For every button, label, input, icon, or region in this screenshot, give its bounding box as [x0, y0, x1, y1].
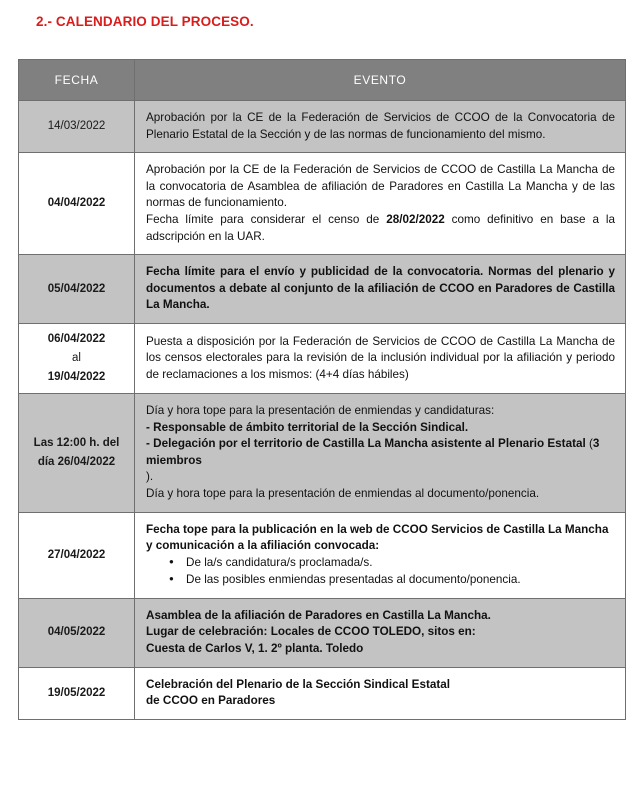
event-line: de CCOO en Paradores [146, 694, 276, 708]
event-text: Puesta a disposición por la Federación de Servicios de CCOO de Castilla La Mancha de los censos electorales para la revisión de la inclusión individual por la afiliación y periodo de reclamaciones a los mismos: (4+4 días hábiles) [146, 334, 615, 381]
date-value: 05/04/2022 [47, 282, 106, 295]
table-row [19, 512, 626, 598]
event-emphasis-date: 28/02/2022 [386, 213, 445, 227]
date-value: 04/04/2022 [47, 197, 106, 210]
date-value: 27/04/2022 [47, 548, 106, 561]
column-header-fecha: FECHA [19, 60, 135, 101]
list-item: ● De las posibles enmiendas presentadas al documento/ponencia. [186, 572, 615, 589]
event-line: Día y hora tope para la presentación de enmiendas al documento/ponencia. [146, 487, 540, 501]
page-title: 2.- CALENDARIO DEL PROCESO. [36, 14, 254, 29]
cell-date [19, 324, 135, 394]
table-row [19, 667, 626, 719]
date-value-end: 19/04/2022 [47, 371, 106, 384]
cell-event [135, 667, 626, 719]
event-text: Aprobación por la CE de la Federación de Servicios de CCOO de la Convocatoria de Plenario Estatal de la Sección y de las normas de funcionamiento del mismo. [146, 111, 615, 141]
event-line-part: ). [146, 470, 154, 484]
cell-event [135, 255, 626, 324]
event-line-part: ( [585, 437, 593, 451]
cell-event [135, 324, 626, 394]
cell-event [135, 153, 626, 255]
date-value-line2: día 26/04/2022 [37, 455, 116, 468]
event-bullet-list [146, 555, 615, 589]
event-line: Lugar de celebración: Locales de CCOO TOLEDO, sitos en: [146, 625, 476, 639]
event-line: Día y hora tope para la presentación de enmiendas y candidaturas: [146, 404, 495, 417]
event-line: - Delegación por el territorio de Castilla La Mancha asistente al Plenario Estatal [146, 437, 586, 451]
table-row [19, 324, 626, 394]
table-row [19, 598, 626, 667]
table-header [19, 60, 626, 101]
cell-date [19, 153, 135, 255]
event-paragraph: Aprobación por la CE de la Federación de Servicios de CCOO de Castilla La Mancha de la convocatoria de Asamblea de afiliación de Paradores en Castilla La Mancha y de las normas de funcionamiento. [146, 163, 615, 210]
cell-event [135, 394, 626, 513]
cell-event [135, 598, 626, 667]
cell-date [19, 598, 135, 667]
column-header-evento: EVENTO [135, 60, 626, 101]
table-row [19, 394, 626, 513]
event-line: - Responsable de ámbito territorial de la Sección Sindical. [146, 420, 469, 434]
list-item: ● De la/s candidatura/s proclamada/s. [186, 555, 615, 572]
cell-date [19, 101, 135, 153]
event-line: Celebración del Plenario de la Sección Sindical Estatal [146, 677, 450, 691]
header-row [19, 60, 626, 101]
table-body [19, 101, 626, 720]
cell-event [135, 512, 626, 598]
event-line: Asamblea de la afiliación de Paradores en Castilla La Mancha. [146, 608, 491, 622]
date-range-connector: al [72, 352, 81, 365]
date-value: 14/03/2022 [47, 120, 106, 133]
date-value-line1: Las 12:00 h. del [33, 436, 120, 449]
date-value: 04/05/2022 [47, 626, 106, 639]
table-row [19, 101, 626, 153]
cell-date [19, 667, 135, 719]
calendar-table [18, 59, 626, 720]
event-paragraph-part: Fecha límite para considerar el censo de [146, 213, 387, 227]
date-value: 19/05/2022 [47, 686, 106, 699]
event-line: Cuesta de Carlos V, 1. 2º planta. Toledo [146, 642, 364, 656]
date-value-start: 06/04/2022 [47, 333, 106, 346]
table-row [19, 255, 626, 324]
event-paragraph-part: como definitivo en base a la adscripción en la UAR. [146, 213, 615, 243]
event-emphasis-count: 3 miembros [146, 437, 600, 467]
cell-date [19, 394, 135, 513]
cell-event [135, 101, 626, 153]
cell-date [19, 512, 135, 598]
cell-date [19, 255, 135, 324]
table-row [19, 153, 626, 255]
event-heading: Fecha tope para la publicación en la web de CCOO Servicios de Castilla La Mancha y comunicación a la afiliación convocada: [146, 522, 609, 553]
event-text: Fecha límite para el envío y publicidad de la convocatoria. Normas del plenario y documentos a debate al conjunto de la afiliación de CCOO en Paradores de Castilla La Mancha. [146, 265, 615, 312]
